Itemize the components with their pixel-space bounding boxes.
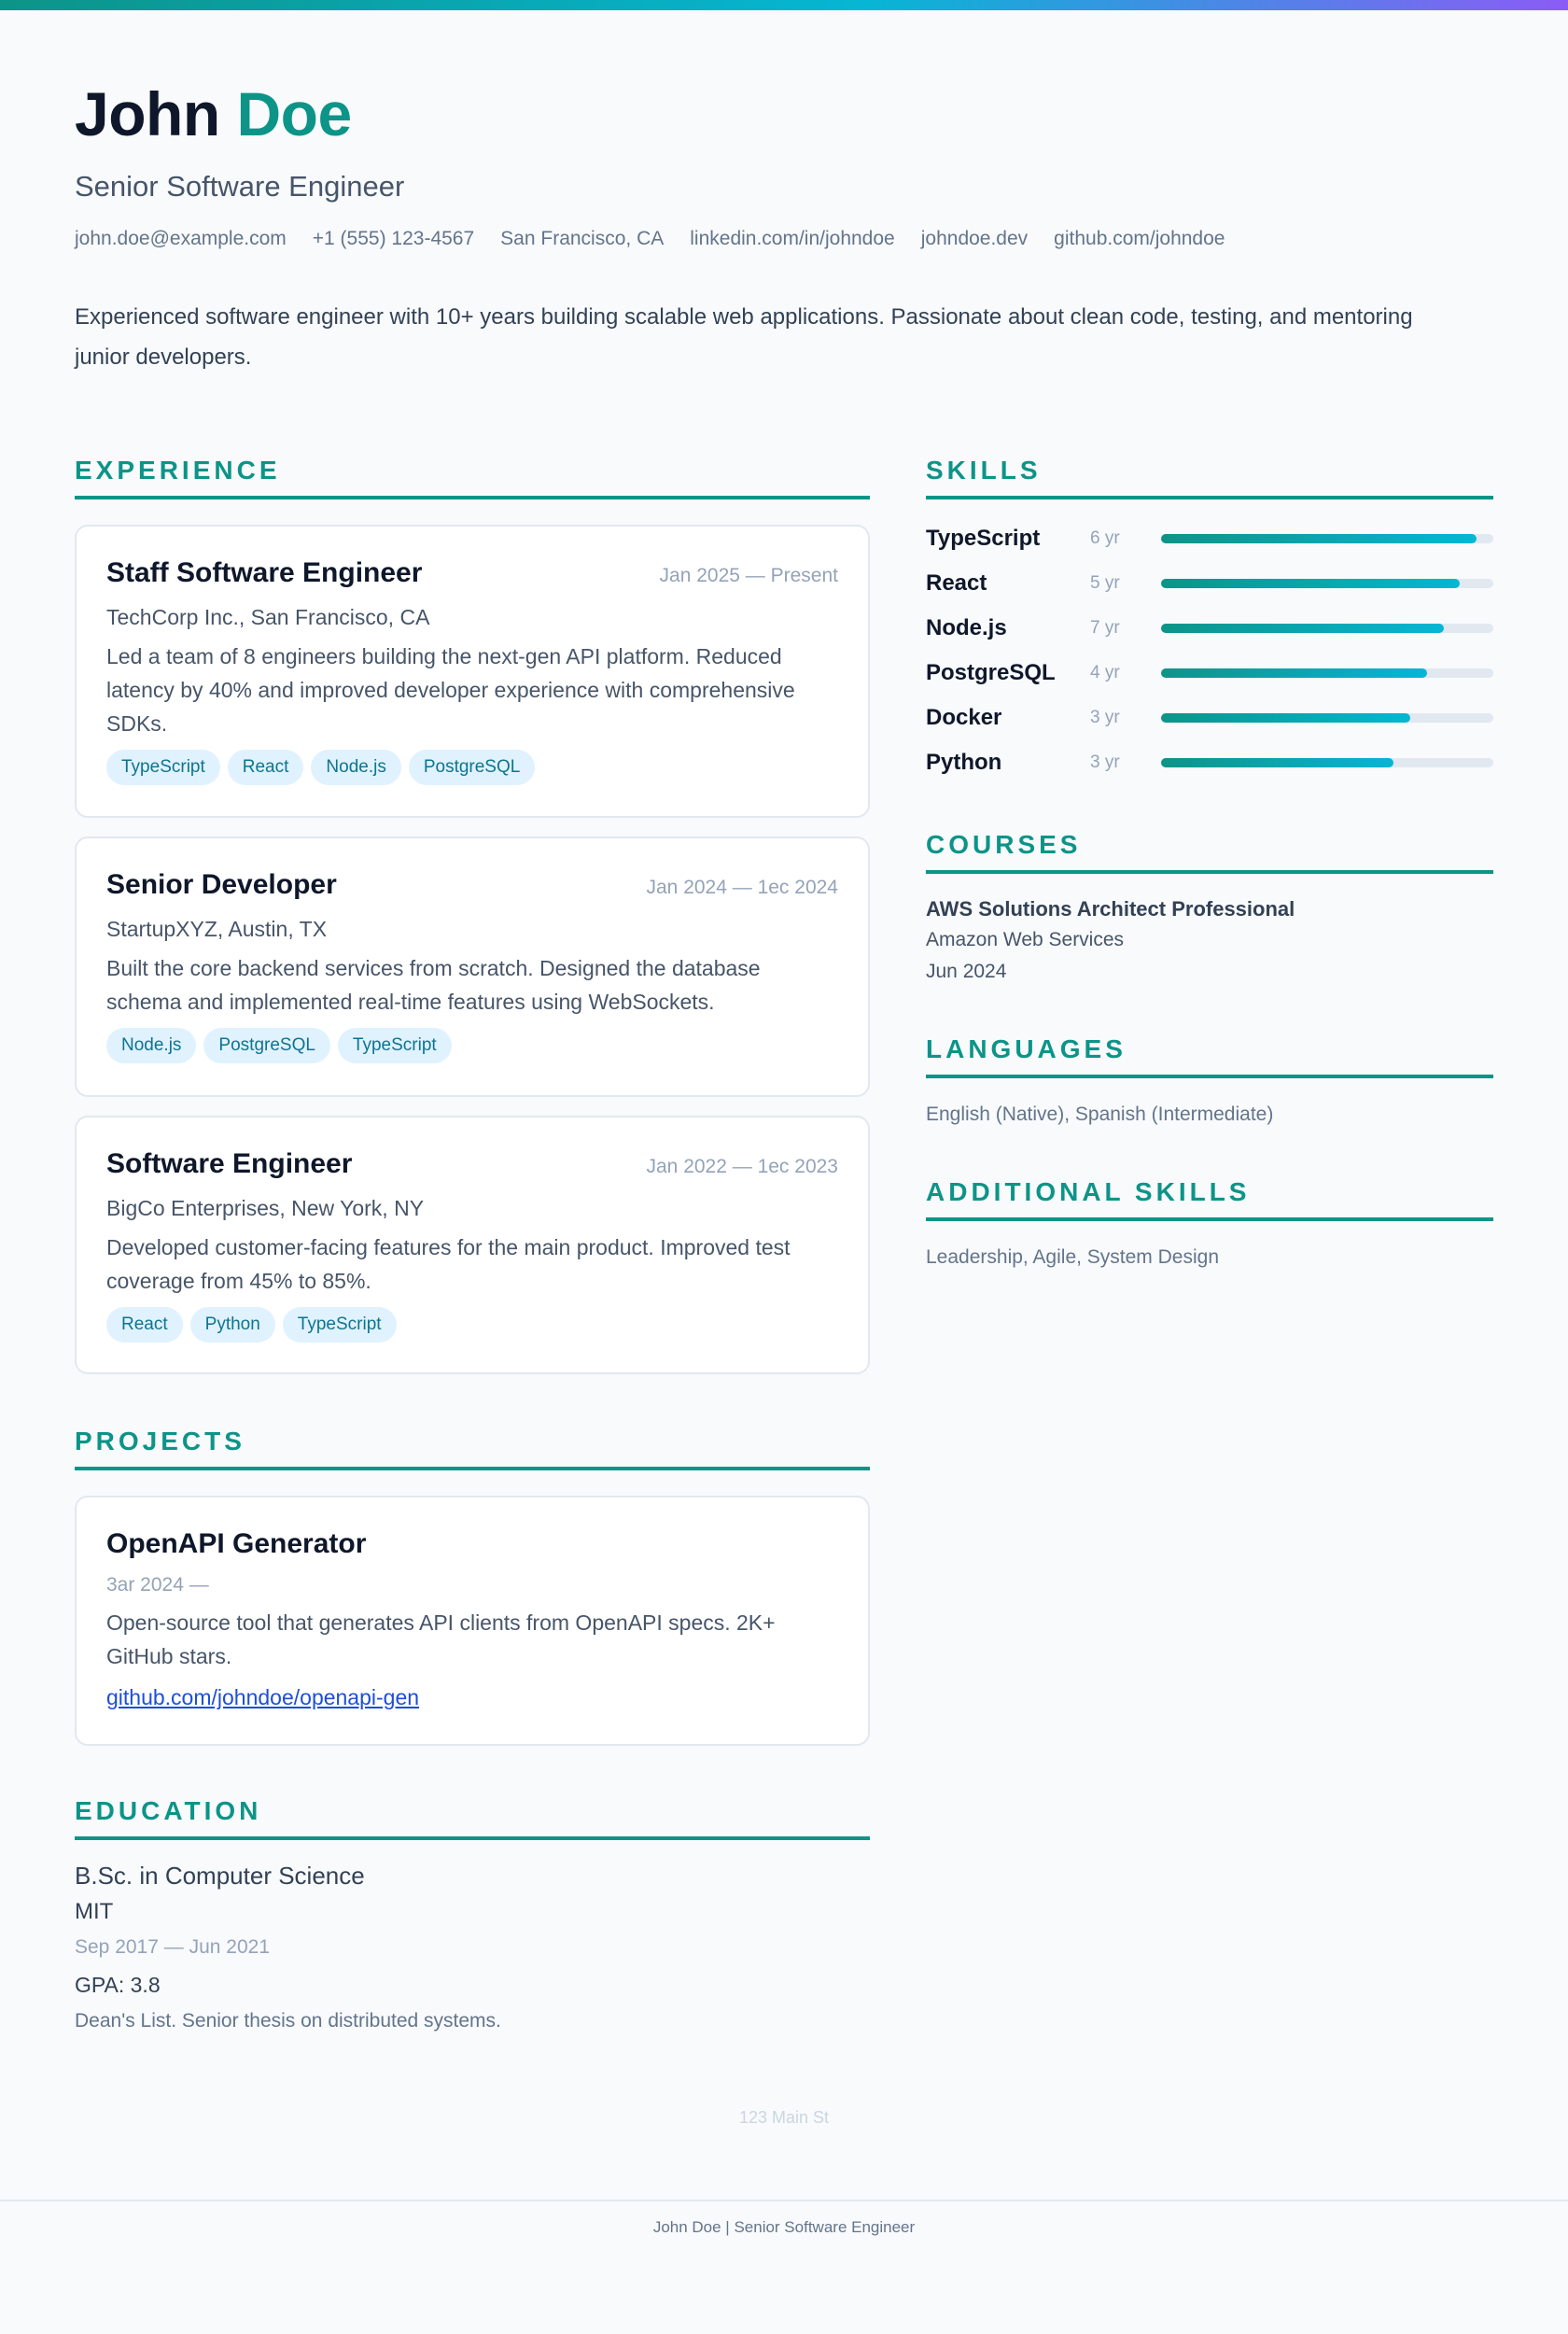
skill-name: Python xyxy=(926,750,1002,775)
tech-tag: PostgreSQL xyxy=(409,750,536,785)
contact-list xyxy=(75,226,1225,252)
contact-phone[interactable]: +1 (555) 123-4567 xyxy=(312,228,475,249)
first-name: John xyxy=(75,79,220,148)
summary: Experienced software engineer with 10+ years building scalable web applications. Passionate about clean code, testing, and mentoring junior developers. xyxy=(75,304,1413,370)
skill-name: Node.js xyxy=(926,615,1007,640)
skill-name: TypeScript xyxy=(926,526,1041,551)
experience-card xyxy=(75,525,870,818)
job-dates: Jan 2022 — 1ec 2023 xyxy=(646,1156,838,1177)
sidebar-column xyxy=(926,448,1493,1273)
tech-tag: TypeScript xyxy=(106,750,220,785)
tech-tags xyxy=(106,1307,838,1343)
job-description: Built the core backend services from scratch. Designed the database schema and implemented real-time features using WebSockets. xyxy=(106,956,761,1014)
top-accent-bar xyxy=(0,0,1568,10)
skills-heading: SKILLS xyxy=(926,448,1493,499)
experience-card xyxy=(75,1116,870,1374)
skill-row xyxy=(926,561,1493,606)
skill-row xyxy=(926,651,1493,696)
tech-tag: Python xyxy=(190,1307,275,1343)
main-column xyxy=(75,448,870,2038)
course-date: Jun 2024 xyxy=(926,961,1007,982)
tech-tag: React xyxy=(228,750,304,785)
degree: B.Sc. in Computer Science xyxy=(75,1862,365,1890)
contact-location: San Francisco, CA xyxy=(500,228,665,249)
skill-level-fill xyxy=(1161,624,1444,633)
project-link[interactable]: github.com/johndoe/openapi-gen xyxy=(106,1685,420,1709)
skill-level-bar xyxy=(1161,668,1493,678)
project-description: Open-source tool that generates API clients from OpenAPI specs. 2K+ GitHub stars. xyxy=(106,1610,776,1668)
skill-years: 3 yr xyxy=(1090,708,1120,727)
skill-level-bar xyxy=(1161,579,1493,588)
skill-level-bar xyxy=(1161,534,1493,543)
skill-level-bar xyxy=(1161,624,1493,633)
address: 123 Main St xyxy=(738,2108,830,2127)
job-dates: Jan 2025 — Present xyxy=(659,565,838,586)
tech-tag: TypeScript xyxy=(338,1028,452,1063)
contact-website[interactable]: johndoe.dev xyxy=(920,228,1029,249)
skill-level-fill xyxy=(1161,713,1410,723)
gpa: GPA: 3.8 xyxy=(75,1973,161,1997)
job-dates: Jan 2024 — 1ec 2024 xyxy=(646,877,838,898)
skill-name: React xyxy=(926,570,987,596)
experience-card xyxy=(75,837,870,1097)
skill-years: 3 yr xyxy=(1090,752,1120,772)
experience-heading: EXPERIENCE xyxy=(75,448,870,499)
tech-tag: Node.js xyxy=(311,750,400,785)
tech-tag: React xyxy=(106,1307,183,1343)
projects-heading: PROJECTS xyxy=(75,1419,870,1470)
company: StartupXYZ, Austin, TX xyxy=(106,917,328,941)
course-title: AWS Solutions Architect Professional xyxy=(926,897,1295,921)
tech-tags xyxy=(106,750,838,785)
skill-name: Docker xyxy=(926,705,1002,730)
education-note: Dean's List. Senior thesis on distributed systems. xyxy=(75,2010,501,2032)
courses-heading: COURSES xyxy=(926,823,1493,874)
skill-row xyxy=(926,606,1493,651)
education-entry xyxy=(75,1857,870,2038)
languages-text: English (Native), Spanish (Intermediate) xyxy=(926,1104,1274,1125)
education-heading: EDUCATION xyxy=(75,1789,870,1840)
skill-row xyxy=(926,696,1493,740)
job-title: Staff Software Engineer xyxy=(106,557,423,588)
tech-tag: PostgreSQL xyxy=(203,1028,330,1063)
contact-linkedin[interactable]: linkedin.com/in/johndoe xyxy=(690,228,895,249)
headline: Senior Software Engineer xyxy=(75,170,405,203)
languages-heading: LANGUAGES xyxy=(926,1027,1493,1078)
education-dates: Sep 2017 — Jun 2021 xyxy=(75,1936,270,1958)
tech-tags xyxy=(106,1028,838,1063)
skill-years: 6 yr xyxy=(1090,528,1120,548)
contact-email[interactable]: john.doe@example.com xyxy=(75,228,287,249)
skill-level-fill xyxy=(1161,534,1477,543)
skill-level-bar xyxy=(1161,713,1493,723)
tech-tag: Node.js xyxy=(106,1028,196,1063)
skill-level-fill xyxy=(1161,758,1393,767)
job-description: Developed customer-facing features for the main product. Improved test coverage from 45% to 85%. xyxy=(106,1235,791,1293)
footer: John Doe | Senior Software Engineer xyxy=(652,2218,916,2236)
skill-years: 5 yr xyxy=(1090,573,1120,593)
company: TechCorp Inc., San Francisco, CA xyxy=(106,605,430,629)
skill-name: PostgreSQL xyxy=(926,660,1056,685)
skill-years: 4 yr xyxy=(1090,663,1120,682)
skill-level-bar xyxy=(1161,758,1493,767)
additional-skills-text: Leadership, Agile, System Design xyxy=(926,1246,1220,1268)
project-dates: 3ar 2024 — xyxy=(106,1574,209,1596)
footer-divider xyxy=(0,2200,1568,2201)
job-title: Software Engineer xyxy=(106,1148,353,1179)
skill-row xyxy=(926,740,1493,785)
job-description: Led a team of 8 engineers building the next-gen API platform. Reduced latency by 40% and improved developer experience with comprehensive SDKs. xyxy=(106,644,795,736)
tech-tag: TypeScript xyxy=(283,1307,397,1343)
project-card xyxy=(75,1496,870,1746)
candidate-name xyxy=(75,77,352,151)
skill-row xyxy=(926,516,1493,561)
school: MIT xyxy=(75,1899,114,1924)
skill-level-fill xyxy=(1161,579,1460,588)
skills-list xyxy=(926,516,1493,785)
company: BigCo Enterprises, New York, NY xyxy=(106,1196,425,1220)
job-title: Senior Developer xyxy=(106,869,337,900)
last-name: Doe xyxy=(236,79,352,148)
skill-level-fill xyxy=(1161,668,1427,678)
project-name: OpenAPI Generator xyxy=(106,1528,367,1559)
additional-skills-heading: ADDITIONAL SKILLS xyxy=(926,1170,1493,1221)
contact-github[interactable]: github.com/johndoe xyxy=(1054,228,1225,249)
skill-years: 7 yr xyxy=(1090,618,1120,638)
course-entry xyxy=(926,894,1493,988)
course-provider: Amazon Web Services xyxy=(926,929,1125,950)
